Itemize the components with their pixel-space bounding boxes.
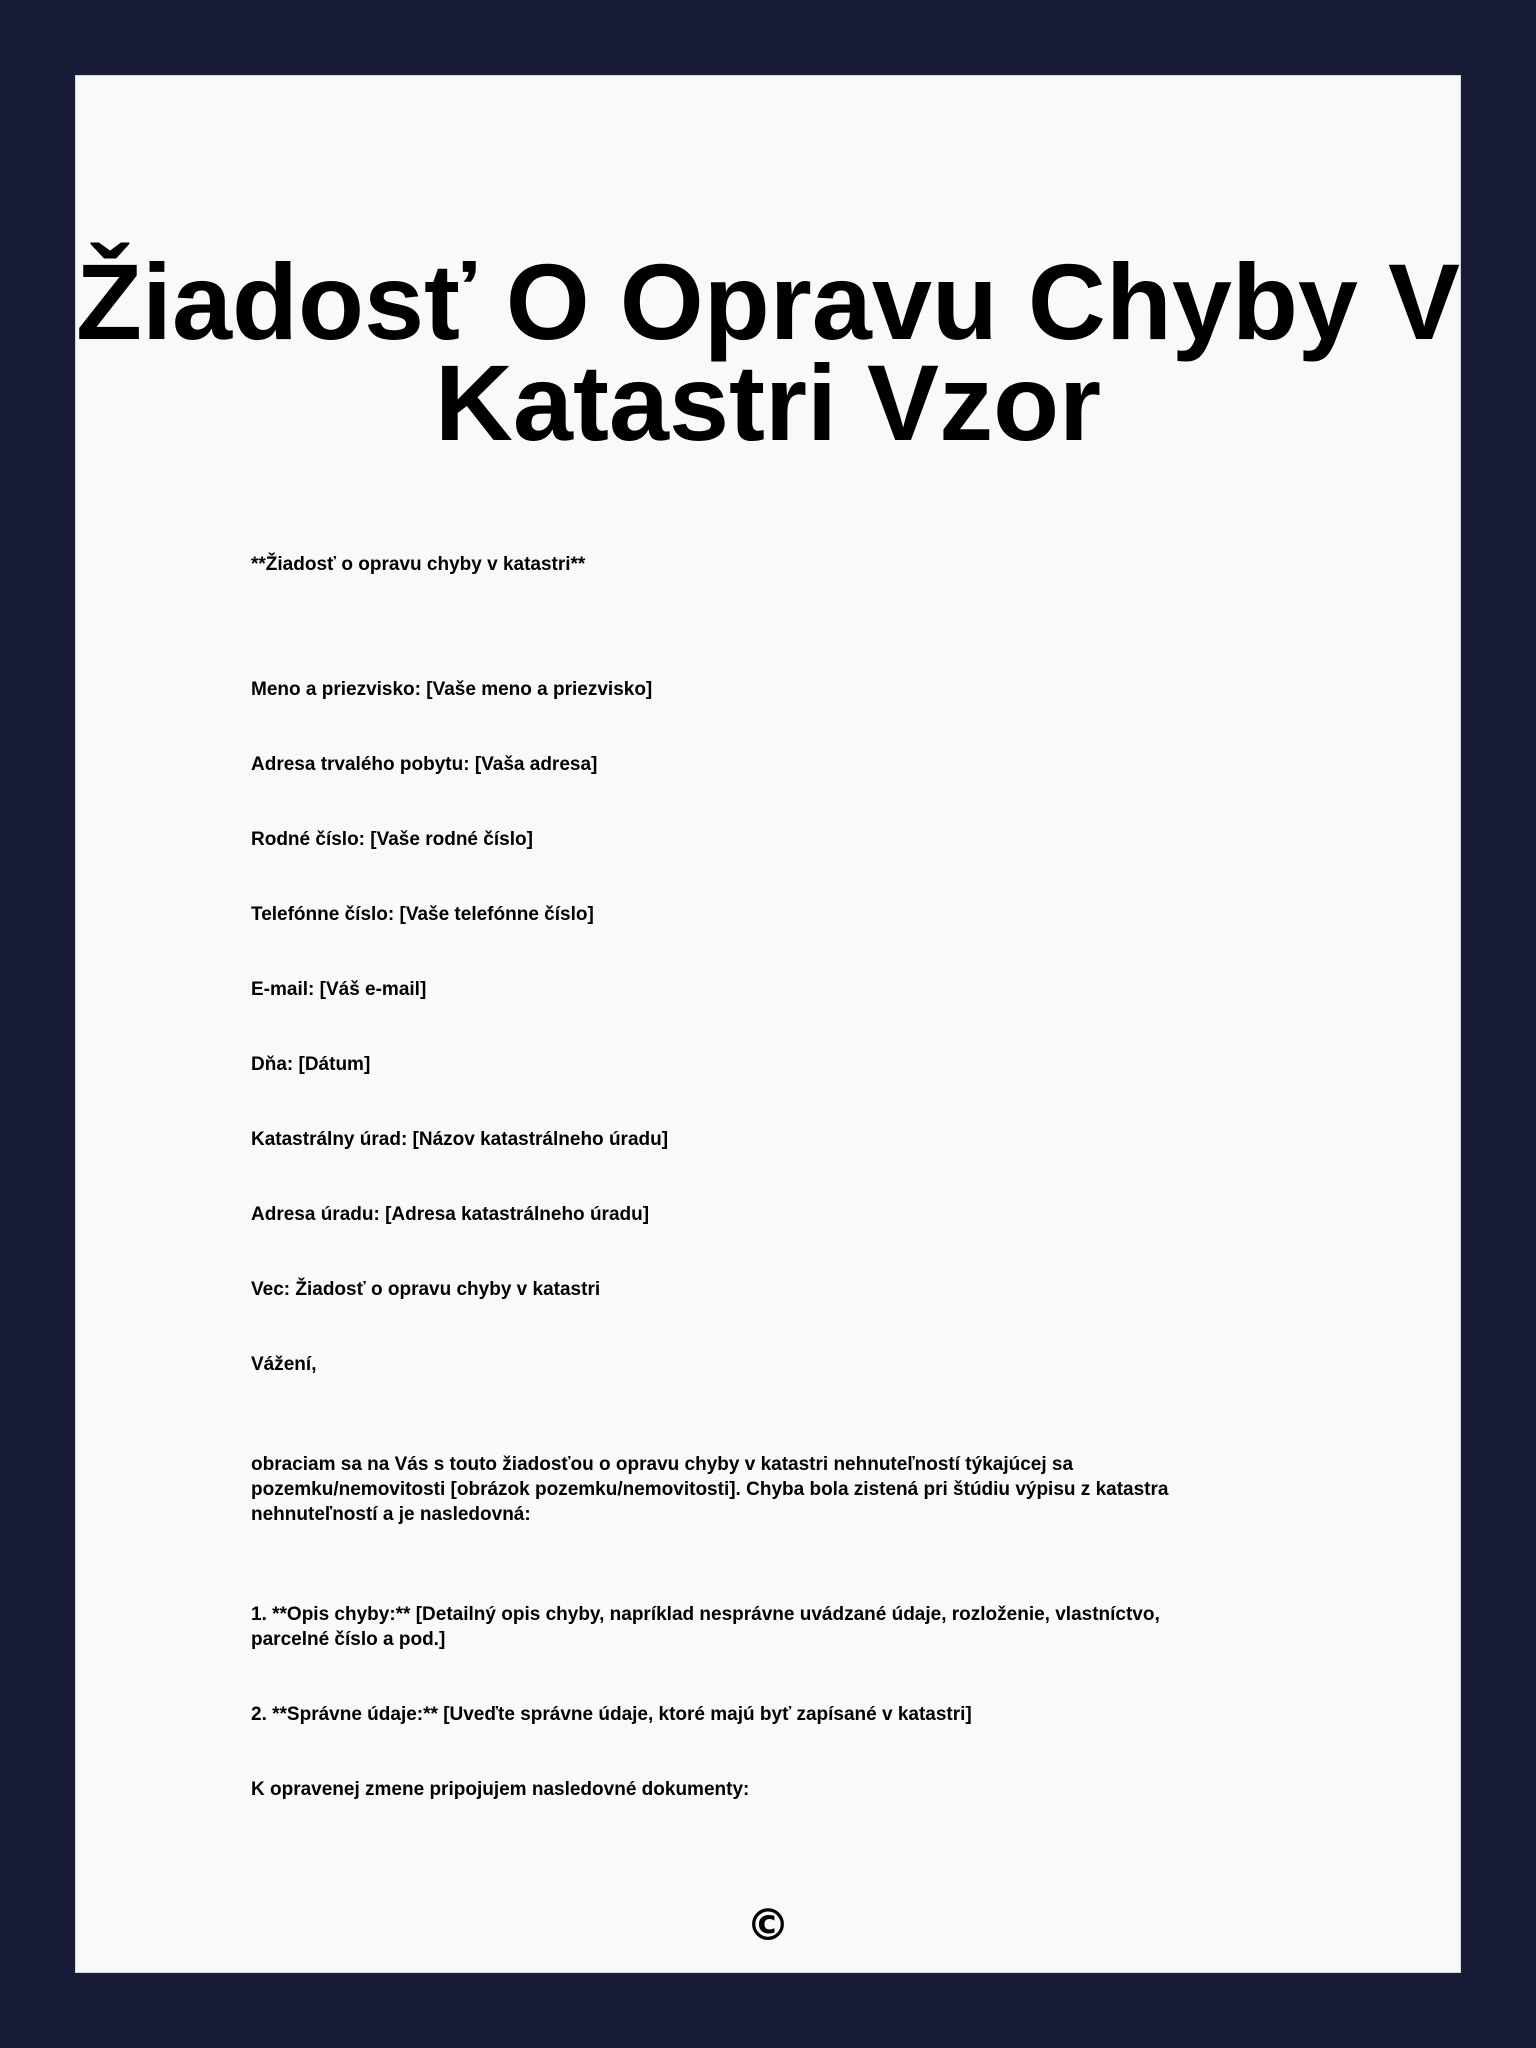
field-office: Katastrálny úrad: [Názov katastrálneho úradu] bbox=[251, 1129, 669, 1150]
list-item-correct-data: 2. **Správne údaje:** [Uveďte správne údaje, ktoré majú byť zapísané v katastri] bbox=[251, 1704, 972, 1725]
field-name: Meno a priezvisko: [Vaše meno a priezvisko] bbox=[251, 679, 653, 700]
field-subject: Vec: Žiadosť o opravu chyby v katastri bbox=[251, 1279, 601, 1300]
field-office-address: Adresa úradu: [Adresa katastrálneho úradu] bbox=[251, 1204, 650, 1225]
field-email: E-mail: [Váš e-mail] bbox=[251, 979, 427, 1000]
list-item-error-description-cont: parcelné číslo a pod.] bbox=[251, 1629, 446, 1650]
copyright-icon: © bbox=[746, 1900, 790, 1951]
field-date: Dňa: [Dátum] bbox=[251, 1054, 371, 1075]
document-title: Žiadosť O Opravu Chyby V Katastri Vzor bbox=[76, 241, 1461, 463]
list-item-error-description: 1. **Opis chyby:** [Detailný opis chyby, napríklad nesprávne uvádzané údaje, rozloženie, vlastníctvo, bbox=[251, 1604, 1160, 1625]
intro-line: obraciam sa na Vás s touto žiadosťou o opravu chyby v katastri nehnuteľností týkajúcej sa bbox=[251, 1454, 1074, 1475]
field-birth-number: Rodné číslo: [Vaše rodné číslo] bbox=[251, 829, 533, 850]
field-phone: Telefónne číslo: [Vaše telefónne číslo] bbox=[251, 904, 594, 925]
document-page bbox=[75, 75, 1461, 1973]
field-address: Adresa trvalého pobytu: [Vaša adresa] bbox=[251, 754, 598, 775]
attachments-line: K opravenej zmene pripojujem nasledovné dokumenty: bbox=[251, 1779, 750, 1800]
intro-line: pozemku/nemovitosti [obrázok pozemku/nemovitosti]. Chyba bola zistená pri štúdiu výpisu z katastra bbox=[251, 1479, 1169, 1500]
document-heading: **Žiadosť o opravu chyby v katastri** bbox=[251, 554, 586, 575]
intro-line: nehnuteľností a je nasledovná: bbox=[251, 1504, 531, 1525]
salutation: Vážení, bbox=[251, 1354, 317, 1375]
